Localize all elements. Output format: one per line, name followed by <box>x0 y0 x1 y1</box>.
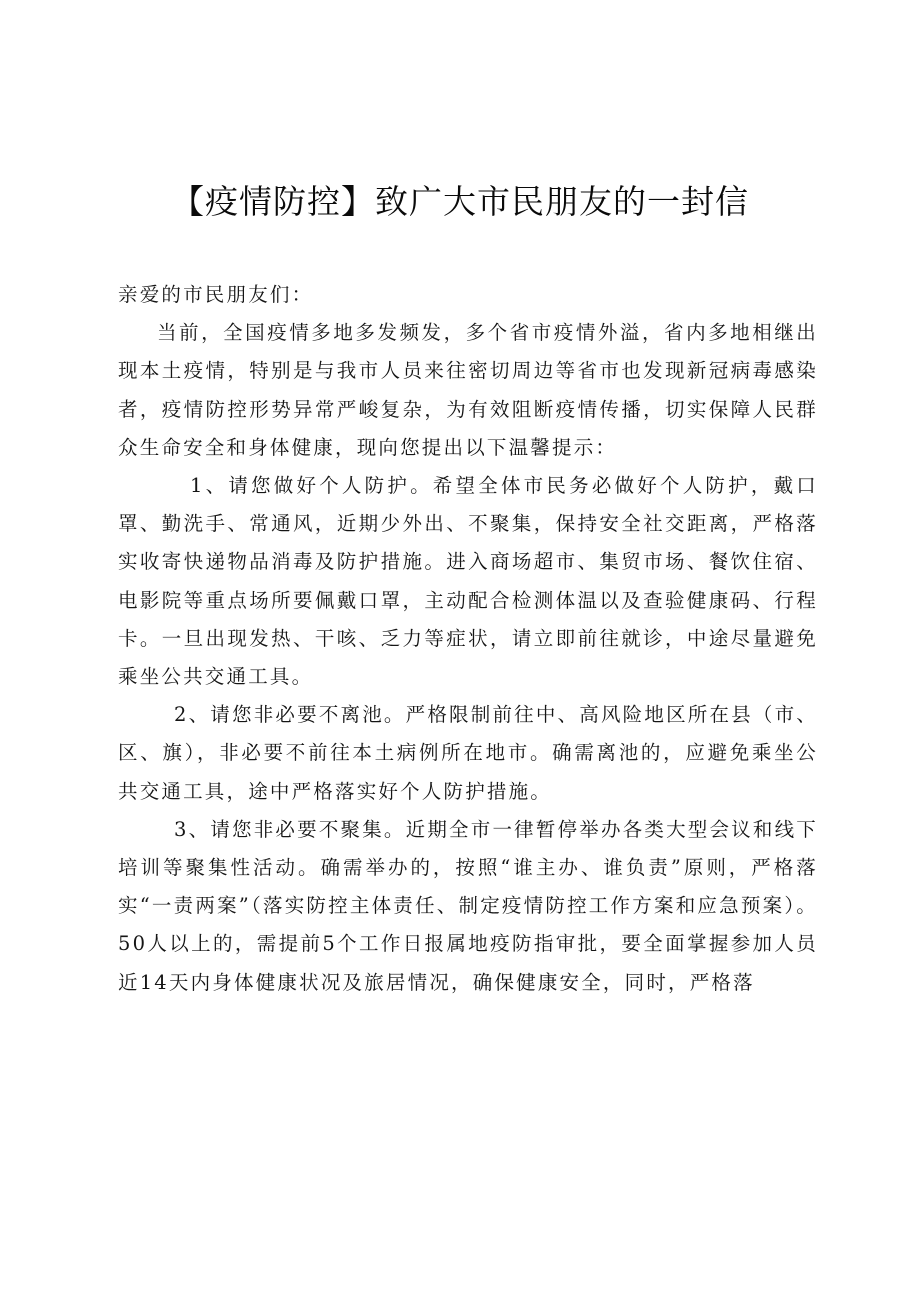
document-title: 【疫情防控】致广大市民朋友的一封信 <box>171 182 749 221</box>
paragraph-intro: 当前，全国疫情多地多发频发，多个省市疫情外溢，省内多地相继出现本土疫情，特别是与我市人员来往密切周边等省市也发现新冠病毒感染者，疫情防控形势异常严峻复杂，为有效阻断疫情传播，切实保障人民群众生命安全和身体健康，现向您提出以下温馨提示： <box>118 321 818 459</box>
paragraph-item-3: 3、请您非必要不聚集。近期全市一律暂停举办各类大型会议和线下培训等聚集性活动。确需举办的，按照“谁主办、谁负责”原则，严格落实“一责两案”（落实防控主体责任、制定疫情防控工作方案和应急预案）。50人以上的，需提前5个工作日报属地疫防指审批，要全面掌握参加人员近14天内身体健康状况及旅居情况，确保健康安全，同时，严格落 <box>118 817 818 994</box>
paragraph-item-1: 1、请您做好个人防护。希望全体市民务必做好个人防护，戴口罩、勤洗手、常通风，近期少外出、不聚集，保持安全社交距离，严格落实收寄快递物品消毒及防护措施。进入商场超市、集贸市场、餐饮住宿、电影院等重点场所要佩戴口罩，主动配合检测体温以及查验健康码、行程卡。一旦出现发热、干咳、乏力等症状，请立即前往就诊，中途尽量避免乘坐公共交通工具。 <box>118 474 818 689</box>
paragraph-item-2: 2、请您非必要不离池。严格限制前往中、高风险地区所在县（市、区、旗），非必要不前往本土病例所在地市。确需离池的，应避免乘坐公共交通工具，途中严格落实好个人防护措施。 <box>118 703 818 803</box>
letter-body <box>118 276 818 1002</box>
salutation: 亲爱的市民朋友们： <box>118 283 314 306</box>
